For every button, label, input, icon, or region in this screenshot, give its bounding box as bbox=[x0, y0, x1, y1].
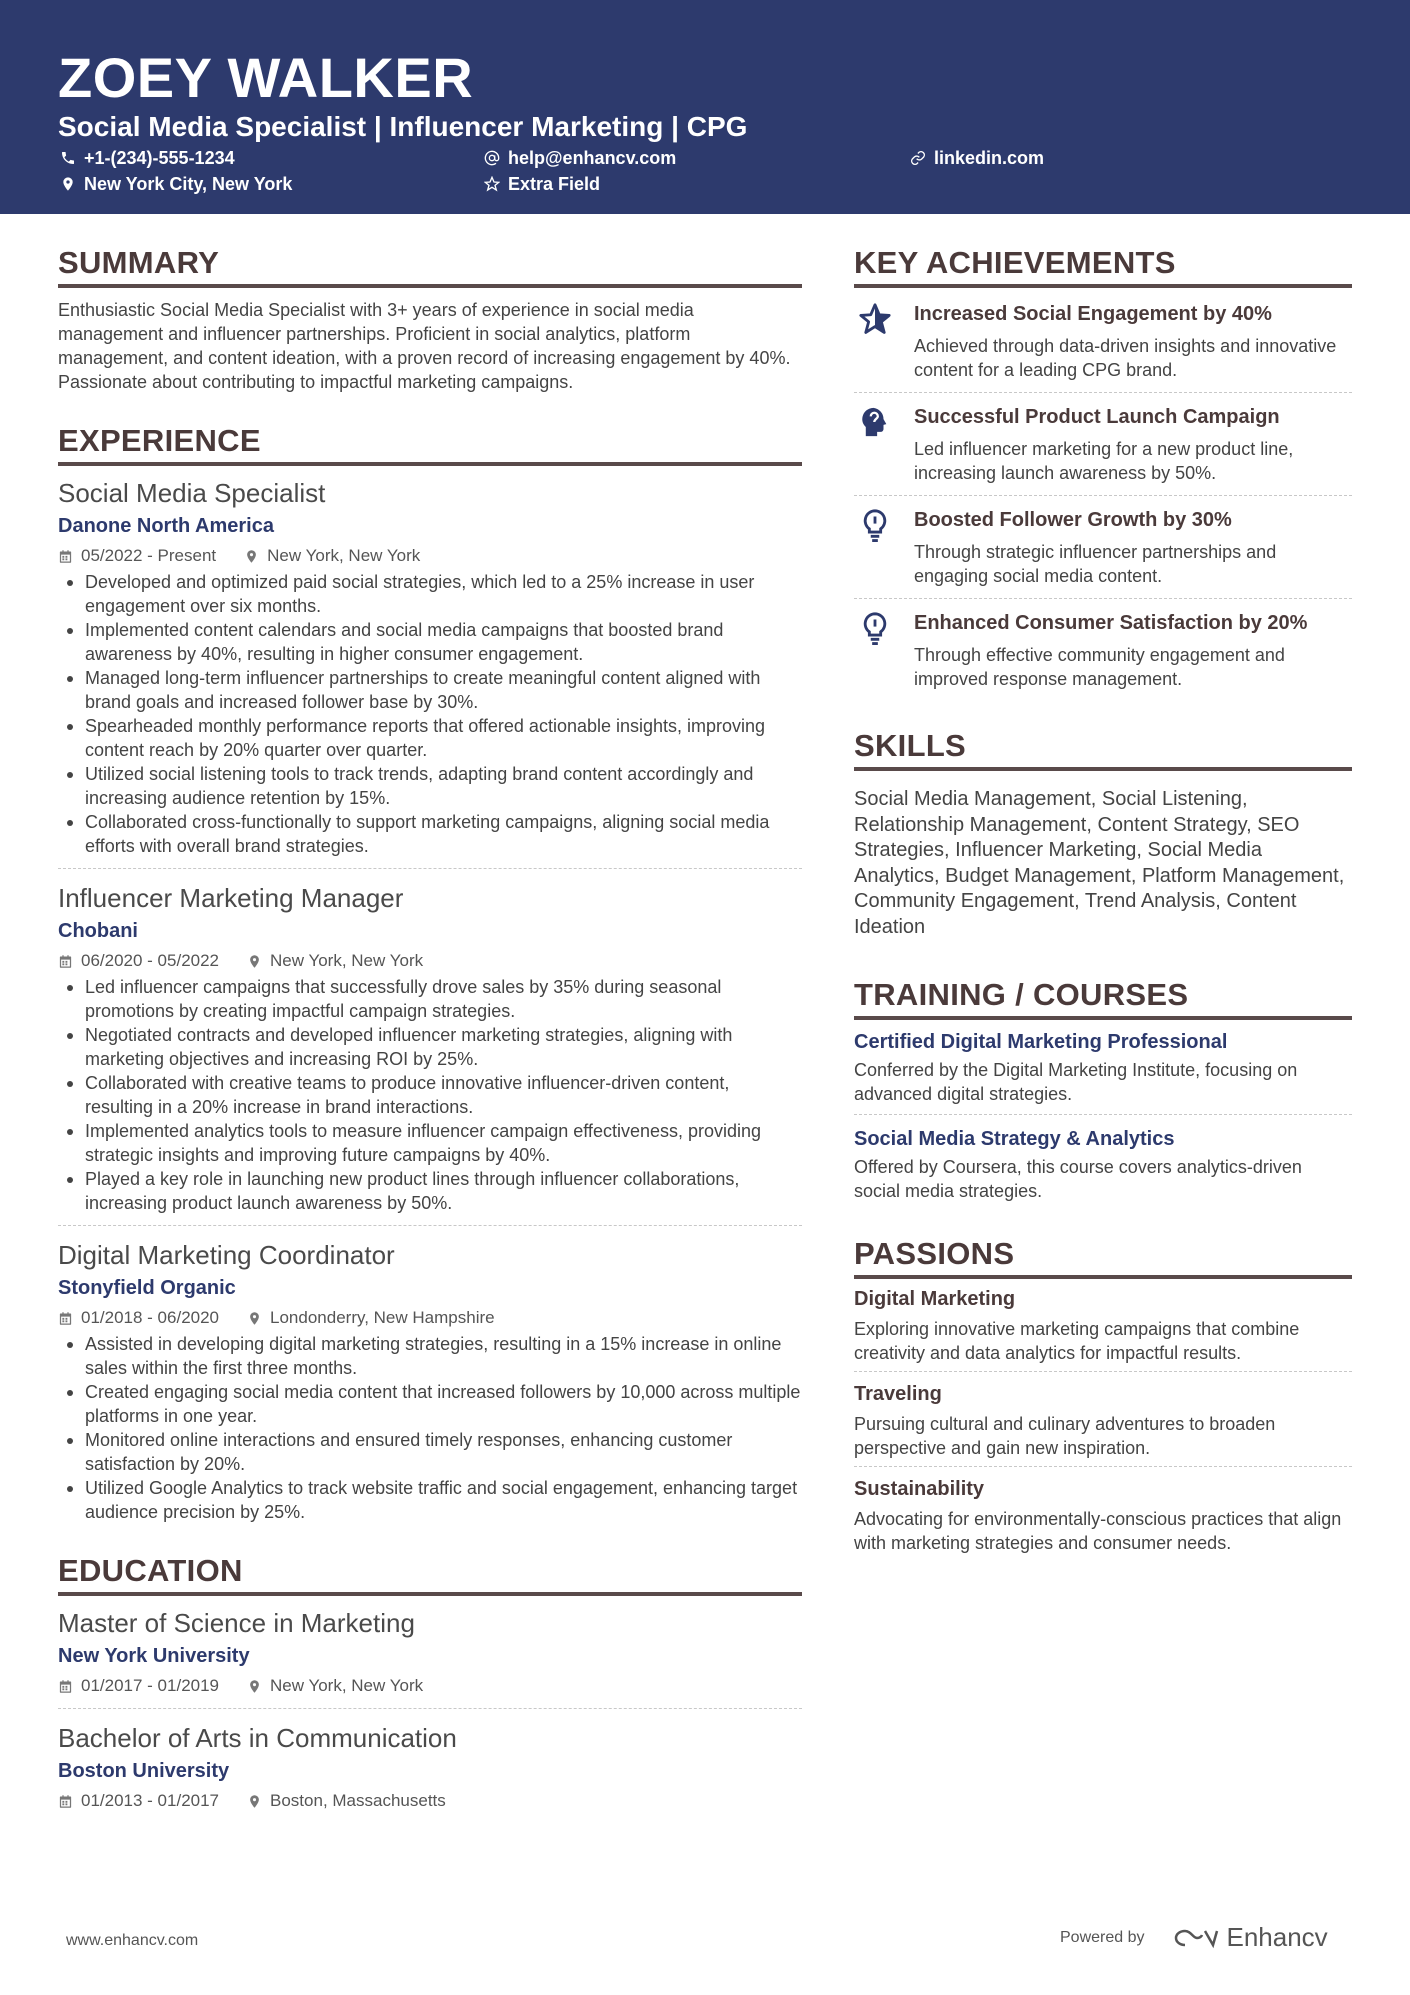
star-icon bbox=[858, 302, 892, 336]
education-location: Boston, Massachusetts bbox=[270, 1791, 446, 1810]
training-heading: TRAINING / COURSES bbox=[854, 976, 1352, 1020]
achievement-item bbox=[854, 599, 1352, 701]
education-entry bbox=[58, 1721, 802, 1823]
bullet-item: Spearheaded monthly performance reports that offered actionable insights, improving content reach by 20% quarter over quarter. bbox=[58, 714, 802, 762]
education-entry bbox=[58, 1606, 802, 1709]
achievement-desc: Through strategic influencer partnerships and engaging social media content. bbox=[914, 542, 1277, 586]
location-pin-icon bbox=[247, 1794, 262, 1809]
achievement-item bbox=[854, 496, 1352, 599]
course-item bbox=[854, 1028, 1352, 1115]
candidate-title: Social Media Specialist | Influencer Marketing | CPG bbox=[58, 111, 748, 142]
bullet-item: Created engaging social media content that increased followers by 10,000 across multiple platforms in one year. bbox=[58, 1380, 802, 1428]
star-outline-icon bbox=[484, 176, 500, 192]
company-name: Danone North America bbox=[58, 515, 274, 537]
education-meta bbox=[58, 1674, 802, 1698]
bullet-item: Implemented content calendars and social media campaigns that boosted brand awareness by 40%, resulting in higher consumer engagement. bbox=[58, 618, 802, 666]
degree-title: Bachelor of Arts in Communication bbox=[58, 1723, 457, 1753]
education-dates: 01/2017 - 01/2019 bbox=[81, 1676, 220, 1695]
head-icon bbox=[858, 405, 892, 439]
calendar-icon bbox=[58, 1794, 73, 1809]
job-dates: 01/2018 - 06/2020 bbox=[81, 1308, 220, 1327]
brand-name: Enhancv bbox=[1226, 1922, 1328, 1952]
at-icon bbox=[484, 150, 500, 166]
lightbulb-icon bbox=[858, 508, 892, 542]
bullet-item: Developed and optimized paid social strategies, which led to a 25% increase in user engagement over six months. bbox=[58, 570, 802, 618]
achievement-item bbox=[854, 290, 1352, 393]
education-heading: EDUCATION bbox=[58, 1552, 802, 1596]
education-section bbox=[58, 1552, 802, 1823]
bullet-item: Played a key role in launching new product lines through influencer collaborations, increasing product launch awareness by 50%. bbox=[58, 1167, 802, 1215]
left-column bbox=[58, 244, 802, 1835]
passion-title: Sustainability bbox=[854, 1478, 985, 1500]
degree-title: Master of Science in Marketing bbox=[58, 1608, 415, 1638]
phone-icon bbox=[60, 150, 76, 166]
achievement-title: Increased Social Engagement by 40% bbox=[914, 303, 1272, 325]
education-location: New York, New York bbox=[270, 1676, 424, 1695]
achievements-heading: KEY ACHIEVEMENTS bbox=[854, 244, 1352, 288]
summary-heading: SUMMARY bbox=[58, 244, 802, 288]
course-title: Social Media Strategy & Analytics bbox=[854, 1128, 1175, 1150]
job-bullets bbox=[58, 1332, 802, 1524]
job-title: Social Media Specialist bbox=[58, 478, 326, 508]
achievements-section bbox=[854, 244, 1352, 701]
calendar-icon bbox=[58, 1311, 73, 1326]
course-desc: Offered by Coursera, this course covers analytics-driven social media strategies. bbox=[854, 1157, 1302, 1201]
achievement-desc: Achieved through data-driven insights and innovative content for a leading CPG brand. bbox=[914, 336, 1337, 380]
footer-website[interactable]: www.enhancv.com bbox=[66, 1932, 199, 1949]
achievement-title: Boosted Follower Growth by 30% bbox=[914, 509, 1232, 531]
calendar-icon bbox=[58, 954, 73, 969]
achievement-title: Enhanced Consumer Satisfaction by 20% bbox=[914, 612, 1308, 634]
bullet-item: Monitored online interactions and ensured timely responses, enhancing customer satisfaction by 20%. bbox=[58, 1428, 802, 1476]
school-name: New York University bbox=[58, 1645, 250, 1667]
summary-text: Enthusiastic Social Media Specialist with 3+ years of experience in social media management and influencer partnerships. Proficient in social analytics, platform management, and content ideation, with a proven record of increasing engagement by 40%. Passionate about contributing to impactful marketing campaigns. bbox=[58, 300, 791, 392]
phone-text: +1-(234)-555-1234 bbox=[84, 148, 235, 168]
bullet-item: Managed long-term influencer partnerships to create meaningful content aligned with brand goals and increased follower base by 30%. bbox=[58, 666, 802, 714]
brand-logo[interactable] bbox=[1171, 1922, 1328, 1953]
bullet-item: Collaborated with creative teams to produce innovative influencer-driven content, resulting in a 20% increase in brand interactions. bbox=[58, 1071, 802, 1119]
resume-header bbox=[0, 0, 1410, 214]
lightbulb-icon bbox=[858, 611, 892, 645]
calendar-icon bbox=[58, 1679, 73, 1694]
extra-text: Extra Field bbox=[508, 174, 601, 194]
course-item bbox=[854, 1125, 1352, 1211]
contact-location bbox=[60, 172, 292, 196]
experience-heading: EXPERIENCE bbox=[58, 422, 802, 466]
experience-section bbox=[58, 422, 802, 1534]
course-desc: Conferred by the Digital Marketing Institute, focusing on advanced digital strategies. bbox=[854, 1060, 1298, 1104]
education-dates: 01/2013 - 01/2017 bbox=[81, 1791, 220, 1810]
candidate-name: ZOEY WALKER bbox=[58, 46, 474, 109]
achievement-desc: Through effective community engagement and improved response management. bbox=[914, 645, 1285, 689]
school-name: Boston University bbox=[58, 1760, 230, 1782]
job-location: New York, New York bbox=[267, 546, 421, 565]
job-title: Influencer Marketing Manager bbox=[58, 883, 404, 913]
bullet-item: Negotiated contracts and developed influencer marketing strategies, aligning with marketing objectives and increasing ROI by 25%. bbox=[58, 1023, 802, 1071]
contact-phone[interactable] bbox=[60, 146, 235, 170]
bullet-item: Implemented analytics tools to measure influencer campaign effectiveness, providing strategic insights and improving future campaigns by 40%. bbox=[58, 1119, 802, 1167]
enhancv-logo-icon bbox=[1171, 1925, 1219, 1951]
skills-section bbox=[854, 727, 1352, 940]
achievement-desc: Led influencer marketing for a new product line, increasing launch awareness by 50%. bbox=[914, 439, 1294, 483]
skills-heading: SKILLS bbox=[854, 727, 1352, 771]
contact-linkedin[interactable] bbox=[910, 146, 1044, 170]
powered-by-label: Powered by bbox=[1060, 1928, 1145, 1946]
job-bullets bbox=[58, 975, 802, 1215]
passion-item bbox=[854, 1380, 1352, 1467]
experience-entry bbox=[58, 1238, 802, 1534]
job-meta bbox=[58, 544, 802, 568]
achievement-title: Successful Product Launch Campaign bbox=[914, 406, 1280, 428]
job-title: Digital Marketing Coordinator bbox=[58, 1240, 395, 1270]
job-location: New York, New York bbox=[270, 951, 424, 970]
job-dates: 05/2022 - Present bbox=[81, 546, 217, 565]
skills-text: Social Media Management, Social Listening, Relationship Management, Content Strategy, SEO Strategies, Influencer Marketing, Social Media Analytics, Budget Management, Platform Management, Community Engagement, Trend Analysis, Content Ideation bbox=[854, 788, 1345, 938]
passions-heading: PASSIONS bbox=[854, 1235, 1352, 1279]
footer-branding bbox=[1060, 1922, 1328, 1953]
calendar-icon bbox=[58, 549, 73, 564]
company-name: Chobani bbox=[58, 920, 138, 942]
experience-entry bbox=[58, 881, 802, 1226]
company-name: Stonyfield Organic bbox=[58, 1277, 236, 1299]
experience-entry bbox=[58, 476, 802, 869]
bullet-item: Collaborated cross-functionally to support marketing campaigns, aligning social media efforts with overall brand strategies. bbox=[58, 810, 802, 858]
email-text: help@enhancv.com bbox=[508, 148, 677, 168]
passion-item bbox=[854, 1475, 1352, 1561]
location-pin-icon bbox=[244, 549, 259, 564]
bullet-item: Utilized Google Analytics to track website traffic and social engagement, enhancing target audience precision by 25%. bbox=[58, 1476, 802, 1524]
course-title: Certified Digital Marketing Professional bbox=[854, 1031, 1228, 1053]
location-text: New York City, New York bbox=[84, 174, 293, 194]
contact-email[interactable] bbox=[484, 146, 676, 170]
location-pin-icon bbox=[247, 1679, 262, 1694]
summary-section bbox=[58, 244, 802, 394]
bullet-item: Assisted in developing digital marketing strategies, resulting in a 15% increase in online sales within the first three months. bbox=[58, 1332, 802, 1380]
job-meta bbox=[58, 949, 802, 973]
passion-item bbox=[854, 1285, 1352, 1372]
passion-title: Traveling bbox=[854, 1383, 942, 1405]
passions-section bbox=[854, 1235, 1352, 1561]
location-pin-icon bbox=[60, 176, 76, 192]
bullet-item: Led influencer campaigns that successfully drove sales by 35% during seasonal promotions by creating impactful campaign strategies. bbox=[58, 975, 802, 1023]
training-section bbox=[854, 976, 1352, 1211]
link-icon bbox=[910, 150, 926, 166]
linkedin-text: linkedin.com bbox=[934, 148, 1045, 168]
location-pin-icon bbox=[247, 954, 262, 969]
job-bullets bbox=[58, 570, 802, 858]
education-meta bbox=[58, 1789, 802, 1813]
bullet-item: Utilized social listening tools to track trends, adapting brand content accordingly and increasing audience retention by 15%. bbox=[58, 762, 802, 810]
job-location: Londonderry, New Hampshire bbox=[270, 1308, 495, 1327]
contact-extra bbox=[484, 172, 600, 196]
job-dates: 06/2020 - 05/2022 bbox=[81, 951, 220, 970]
achievement-item bbox=[854, 393, 1352, 496]
passion-desc: Advocating for environmentally-conscious practices that align with marketing strategies and consumer needs. bbox=[854, 1509, 1342, 1553]
right-column bbox=[854, 244, 1352, 1569]
passion-title: Digital Marketing bbox=[854, 1288, 1016, 1310]
passion-desc: Exploring innovative marketing campaigns that combine creativity and data analytics for impactful results. bbox=[854, 1319, 1300, 1363]
location-pin-icon bbox=[247, 1311, 262, 1326]
job-meta bbox=[58, 1306, 802, 1330]
passion-desc: Pursuing cultural and culinary adventures to broaden perspective and gain new inspiration. bbox=[854, 1414, 1276, 1458]
